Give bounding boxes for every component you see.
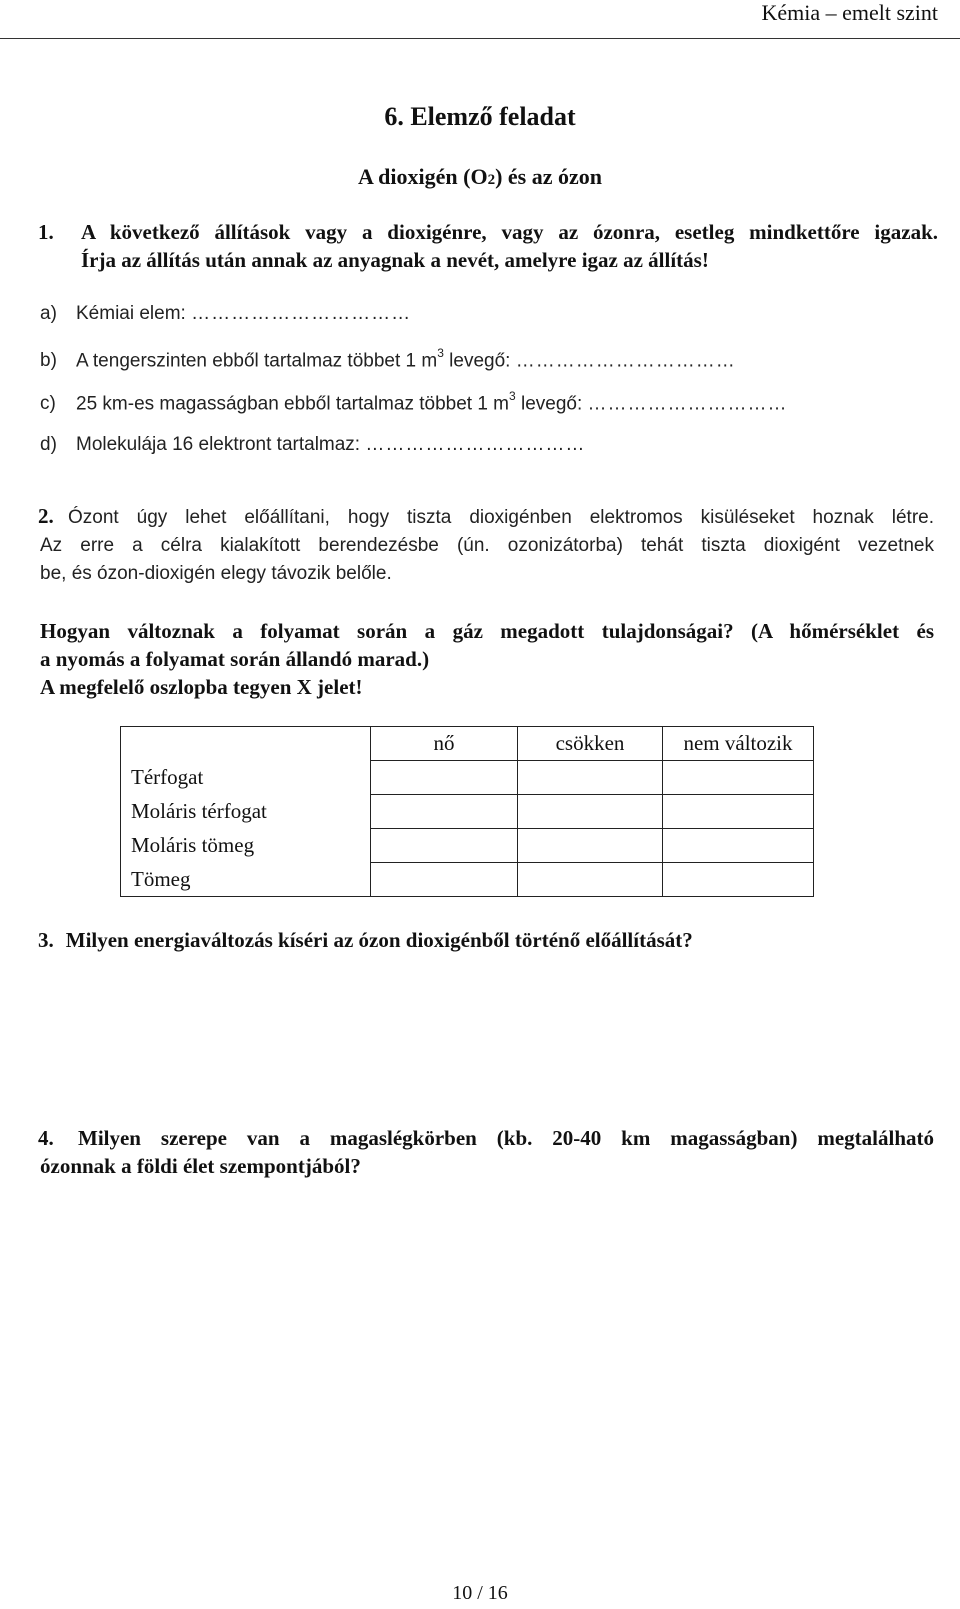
question-3-number: 3. [38, 928, 54, 952]
question-2-line-2: Az erre a célra kialakított berendezésbe (ún. ozonizátorba) tehát tiszta dioxigént vezetnek [40, 535, 934, 556]
table-row [121, 829, 814, 863]
row-label: Térfogat [121, 761, 371, 795]
question-1-line-1: A következő állítások vagy a dioxigénre, vagy az ózonra, esetleg mindkettőre igazak. [81, 220, 938, 244]
running-header: Kémia – emelt szint [761, 0, 938, 25]
column-header: nem változik [663, 727, 814, 761]
table-row [121, 761, 814, 795]
section-title: 6. Elemző feladat [384, 102, 576, 131]
answer-cell[interactable] [518, 761, 663, 795]
answer-cell[interactable] [518, 795, 663, 829]
answer-blank[interactable]: …………………………… [365, 434, 586, 455]
answer-blank[interactable]: …………………………… [515, 350, 736, 372]
question-2-number: 2. [38, 504, 54, 528]
answer-cell[interactable] [518, 829, 663, 863]
table-header-row [121, 727, 814, 761]
header-divider [0, 38, 960, 39]
page-number: 10 / 16 [452, 1582, 508, 1604]
answer-cell[interactable] [518, 863, 663, 897]
answer-cell[interactable] [663, 795, 814, 829]
table-row [121, 863, 814, 897]
row-label: Moláris tömeg [121, 829, 371, 863]
table-row [121, 795, 814, 829]
answer-cell[interactable] [371, 863, 518, 897]
question-2-prompt-line-1: Hogyan változnak a folyamat során a gáz megadott tulajdonságai? (A hőmérséklet és [40, 619, 934, 643]
row-label: Tömeg [121, 863, 371, 897]
answer-area-q3[interactable] [40, 962, 934, 1112]
question-2-instruction: A megfelelő oszlopba tegyen X jelet! [40, 675, 363, 699]
question-4-number: 4. [38, 1126, 54, 1150]
answer-cell[interactable] [371, 829, 518, 863]
answer-blank[interactable]: …………………………… [191, 303, 412, 324]
answer-cell[interactable] [371, 795, 518, 829]
answer-cell[interactable] [663, 829, 814, 863]
question-2-line-3: be, és ózon-dioxigén elegy távozik belőle. [40, 563, 392, 584]
answer-cell[interactable] [371, 761, 518, 795]
answer-cell[interactable] [663, 761, 814, 795]
question-2-line-1: Ózont úgy lehet előállítani, hogy tiszta dioxigénben elektromos kisüléseket hoznak létre. [68, 507, 934, 528]
q1-item-b: b) A tengerszinten ebből tartalmaz többet 1 $m^3$ levegő: …………………………… [40, 346, 736, 372]
question-3 [38, 926, 693, 954]
question-1 [38, 218, 938, 274]
question-4-line-1: Milyen szerepe van a magaslégkörben (kb. 20-40 km magasságban) megtalálható [78, 1126, 934, 1150]
column-header: nő [371, 727, 518, 761]
question-1-number: 1. [38, 220, 54, 244]
table-corner-cell [121, 727, 371, 761]
answer-area-q4[interactable] [40, 1190, 934, 1560]
question-3-text: Milyen energiaváltozás kíséri az ózon dioxigénből történő előállítását? [65, 928, 693, 952]
answer-blank[interactable]: ………………………… [587, 393, 788, 415]
q1-item-d: d) Molekulája 16 elektront tartalmaz: …………………………… [40, 434, 586, 455]
question-1-line-2: Írja az állítás után annak az anyagnak a nevét, amelyre igaz az állítás! [81, 248, 709, 272]
question-4-line-2: ózonnak a földi élet szempontjából? [40, 1154, 361, 1178]
answer-cell[interactable] [663, 863, 814, 897]
section-subtitle: A dioxigén (O2) és az ózon [358, 164, 602, 189]
q1-item-a: a) Kémiai elem: …………………………… [40, 303, 412, 324]
row-label: Moláris térfogat [121, 795, 371, 829]
question-2-prompt-line-2: a nyomás a folyamat során állandó marad.) [40, 647, 430, 671]
column-header: csökken [518, 727, 663, 761]
q1-item-c: c) 25 km-es magasságban ebből tartalmaz többet 1 $m^3$ levegő: ………………………… [40, 389, 788, 415]
properties-table [120, 726, 814, 897]
